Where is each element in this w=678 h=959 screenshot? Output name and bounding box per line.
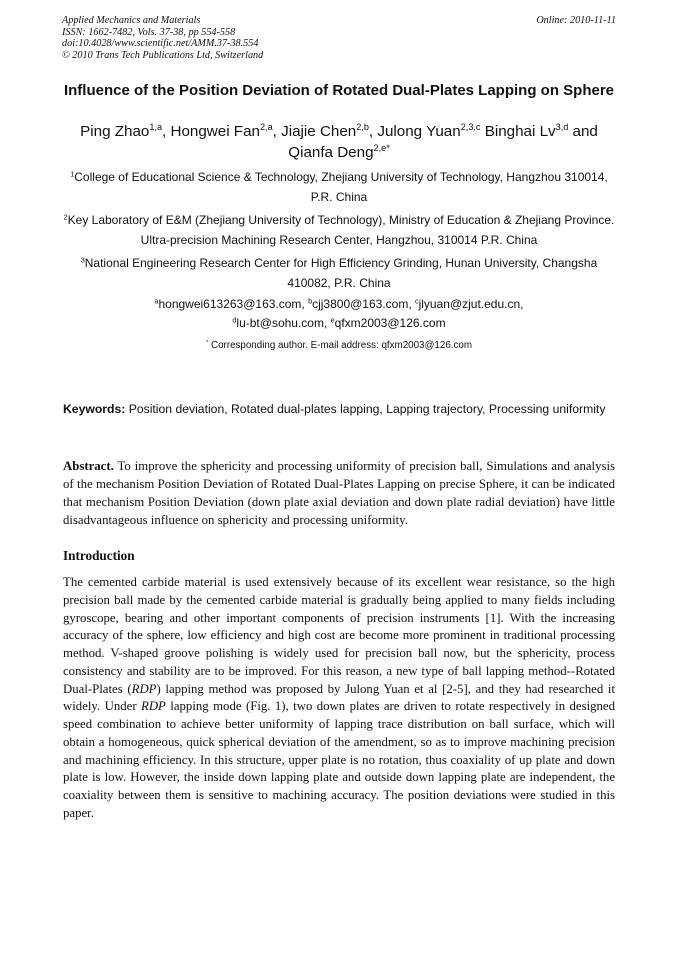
journal-copyright: © 2010 Trans Tech Publications Ltd, Switzerland	[62, 49, 264, 61]
author: Qianfa Deng$^{2,e*}$	[288, 142, 390, 161]
author-emails: $^a$hongwei613263@163.com, $^b$cjj3800@163.com, $^c$jlyuan@zjut.edu.cn, $^d$lu-bt@sohu.com, $^e$qfxm2003@126.com	[154, 296, 524, 330]
affiliation-3: $^3$National Engineering Research Center for High Efficiency Grinding, Hunan University, Changsha 410082, P.R. China	[80, 255, 598, 290]
abstract-text: To improve the sphericity and processing uniformity of precision ball, Simulations and analysis of the mechanism Position Deviation of Rotated Dual-Plates Lapping on precise Sphere, it can be indicated that mechanism Position Deviation (down plate axial deviation and down plate radial deviation) have little disadvantageous influence on sphericity and processing uniformity.	[63, 459, 615, 527]
keywords-label: Keywords:	[63, 402, 126, 416]
affiliation-2: $^2$Key Laboratory of E&M (Zhejiang University of Technology), Ministry of Education & Zhejiang Province. Ultra-precision Machining Research Center, Hangzhou, 310014 P.R. China	[63, 212, 615, 247]
keywords	[63, 400, 615, 419]
introduction-paragraph: The cemented carbide material is used extensively because of its excellent wear resistance, so the high precision ball made by the cemented carbide material is gradually being applied to many fields including gyroscope, bearing and other important components of precision instruments [1]. With the increasing accuracy of the sphere, low efficiency and high cost are become more prominent in traditional processing method. V-shaped groove polishing is widely used for precision ball now, but the sphericity, process consistency and stability are to be improved. For this reason, a new type of ball lapping method--Rotated Dual-Plates (RDP) lapping method was proposed by Julong Yuan et al [2-5], and they had researched it widely. Under RDP lapping mode (Fig. 1), two down plates are driven to rotate respectively in designed speed combination to achieve better uniformity of lapping trace distribution on ball surface, which will obtain a homogeneous, quick spherical deviation of the amendment, so as to improve machining precision and machining efficiency. In this structure, upper plate is no rotation, thus coaxiality of up plate and down plate is low. However, the inside down lapping plate and outside down lapping plate are independent, the coaxiality between them is sensitive to machining accuracy. The position deviations were studied in this paper.	[63, 575, 615, 820]
introduction-heading: Introduction	[63, 548, 135, 563]
journal-issn: ISSN: 1662-7482, Vols. 37-38, pp 554-558	[62, 26, 236, 38]
corresponding-author-note: * Corresponding author. E-mail address: qfxm2003@126.com	[205, 340, 473, 351]
email-b: cjj3800@163.com	[312, 297, 409, 311]
abstract	[63, 457, 615, 529]
journal-header	[62, 15, 616, 61]
author: Ping Zhao$^{1,a}$,	[80, 122, 171, 140]
email-e: qfxm2003@126.com	[334, 315, 446, 330]
abstract-label: Abstract.	[63, 459, 114, 473]
journal-doi: doi:10.4028/www.scientific.net/AMM.37-38.554	[62, 38, 259, 50]
keywords-text: Position deviation, Rotated dual-plates lapping, Lapping trajectory, Processing uniformity	[128, 402, 606, 416]
email-a: hongwei613263@163.com	[158, 297, 302, 311]
author-list	[60, 122, 618, 163]
author: Binghai Lv$^{3,d}$ and	[484, 122, 598, 140]
affiliation-1: $^1$College of Educational Science & Technology, Zhejiang University of Technology, Hangzhou 310014, P.R. China	[70, 169, 608, 204]
online-date: Online: 2010-11-11	[536, 15, 616, 26]
paper-title: Influence of the Position Deviation of Rotated Dual-Plates Lapping on Sphere	[63, 82, 615, 99]
journal-name: Applied Mechanics and Materials	[62, 15, 201, 26]
author: Hongwei Fan$^{2,a}$,	[170, 122, 282, 140]
author: Julong Yuan$^{2,3,c}$	[377, 122, 481, 140]
email-c: jlyuan@zjut.edu.cn	[418, 297, 521, 311]
email-d: lu-bt@sohu.com	[236, 315, 324, 330]
author: Jiajie Chen$^{2,b}$,	[281, 122, 378, 140]
